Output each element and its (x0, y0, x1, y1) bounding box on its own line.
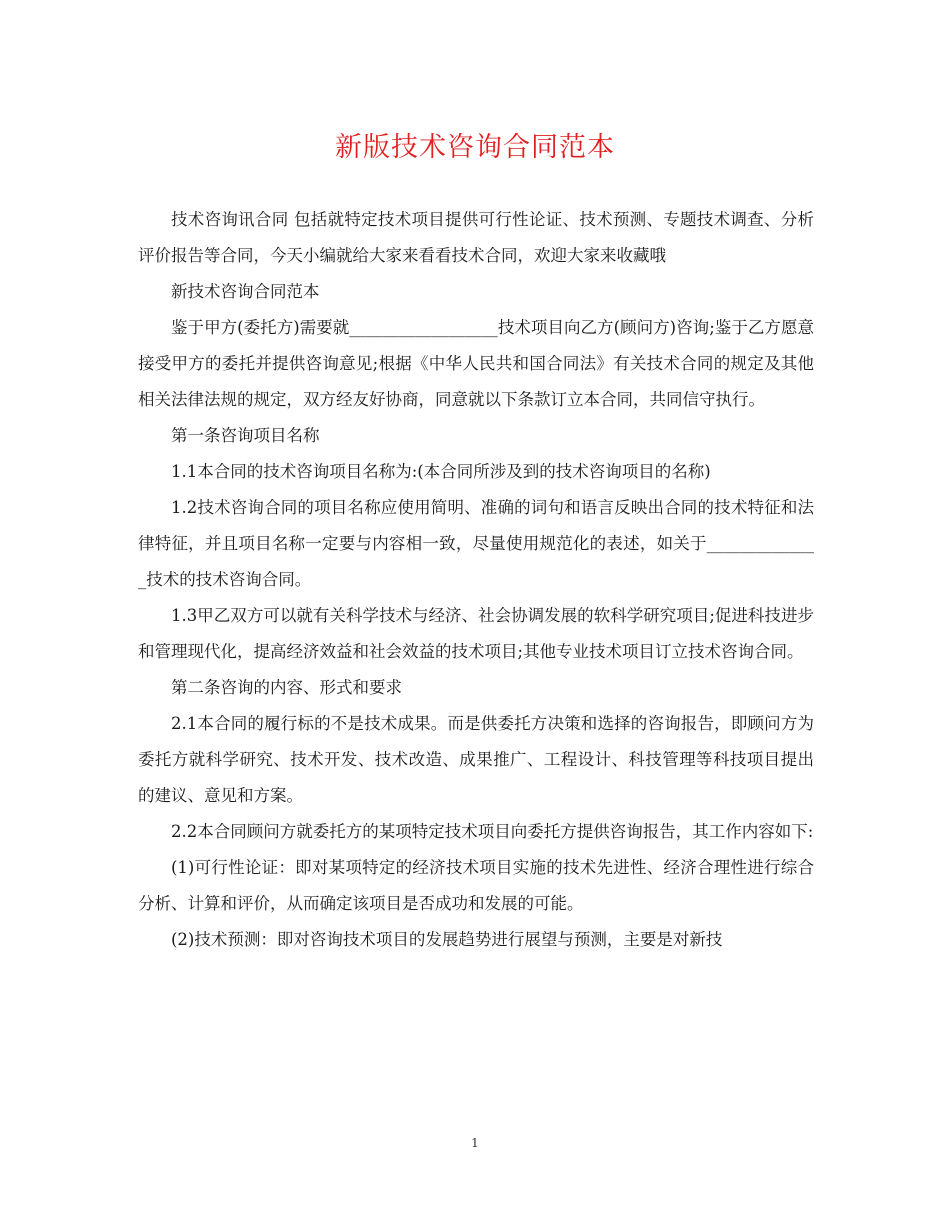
paragraph-clause-1-1: 1.1本合同的技术咨询项目名称为:(本合同所涉及到的技术咨询项目的名称) (171, 462, 711, 481)
page-number: 1 (471, 1136, 479, 1150)
paragraph-clause-2-1: 2.1本合同的履行标的不是技术成果。而是供委托方决策和选择的咨询报告，即顾问方为委托方就科学研究、技术开发、技术改造、成果推广、工程设计、科技管理等科技项目提出的建议、意见和方案。 (138, 714, 814, 805)
paragraph-preamble: 鉴于甲方(委托方)需要就__________________技术项目向乙方(顾问方)咨询;鉴于乙方愿意接受甲方的委托并提供咨询意见;根据《中华人民共和国合同法》有关技术合同的规定及其他相关法律法规的规定，双方经友好协商，同意就以下条款订立本合同，共同信守执行。 (138, 318, 814, 409)
paragraph-clause-1-3: 1.3甲乙双方可以就有关科学技术与经济、社会协调发展的软科学研究项目;促进科技进步和管理现代化，提高经济效益和社会效益的技术项目;其他专业技术项目订立技术咨询合同。 (138, 606, 814, 661)
paragraph-article-2-heading: 第二条咨询的内容、形式和要求 (171, 678, 402, 697)
paragraph-intro: 技术咨询讯合同 包括就特定技术项目提供可行性论证、技术预测、专题技术调查、分析评价报告等合同，今天小编就给大家来看看技术合同，欢迎大家来收藏哦 (138, 210, 814, 265)
paragraph-clause-1-2: 1.2技术咨询合同的项目名称应使用简明、准确的词句和语言反映出合同的技术特征和法律特征，并且项目名称一定要与内容相一致，尽量使用规范化的表述，如关于______________技术的技术咨询合同。 (138, 498, 814, 589)
document-body (138, 202, 814, 958)
paragraph-item-2: (2)技术预测：即对咨询技术项目的发展趋势进行展望与预测，主要是对新技 (171, 930, 723, 949)
paragraph-item-1: (1)可行性论证：即对某项特定的经济技术项目实施的技术先进性、经济合理性进行综合分析、计算和评价，从而确定该项目是否成功和发展的可能。 (138, 858, 814, 913)
paragraph-article-1-heading: 第一条咨询项目名称 (171, 426, 320, 445)
paragraph-subtitle: 新技术咨询合同范本 (171, 282, 320, 301)
document-title: 新版技术咨询合同范本 (335, 132, 615, 163)
paragraph-clause-2-2: 2.2本合同顾问方就委托方的某项特定技术项目向委托方提供咨询报告，其工作内容如下: (171, 822, 814, 841)
